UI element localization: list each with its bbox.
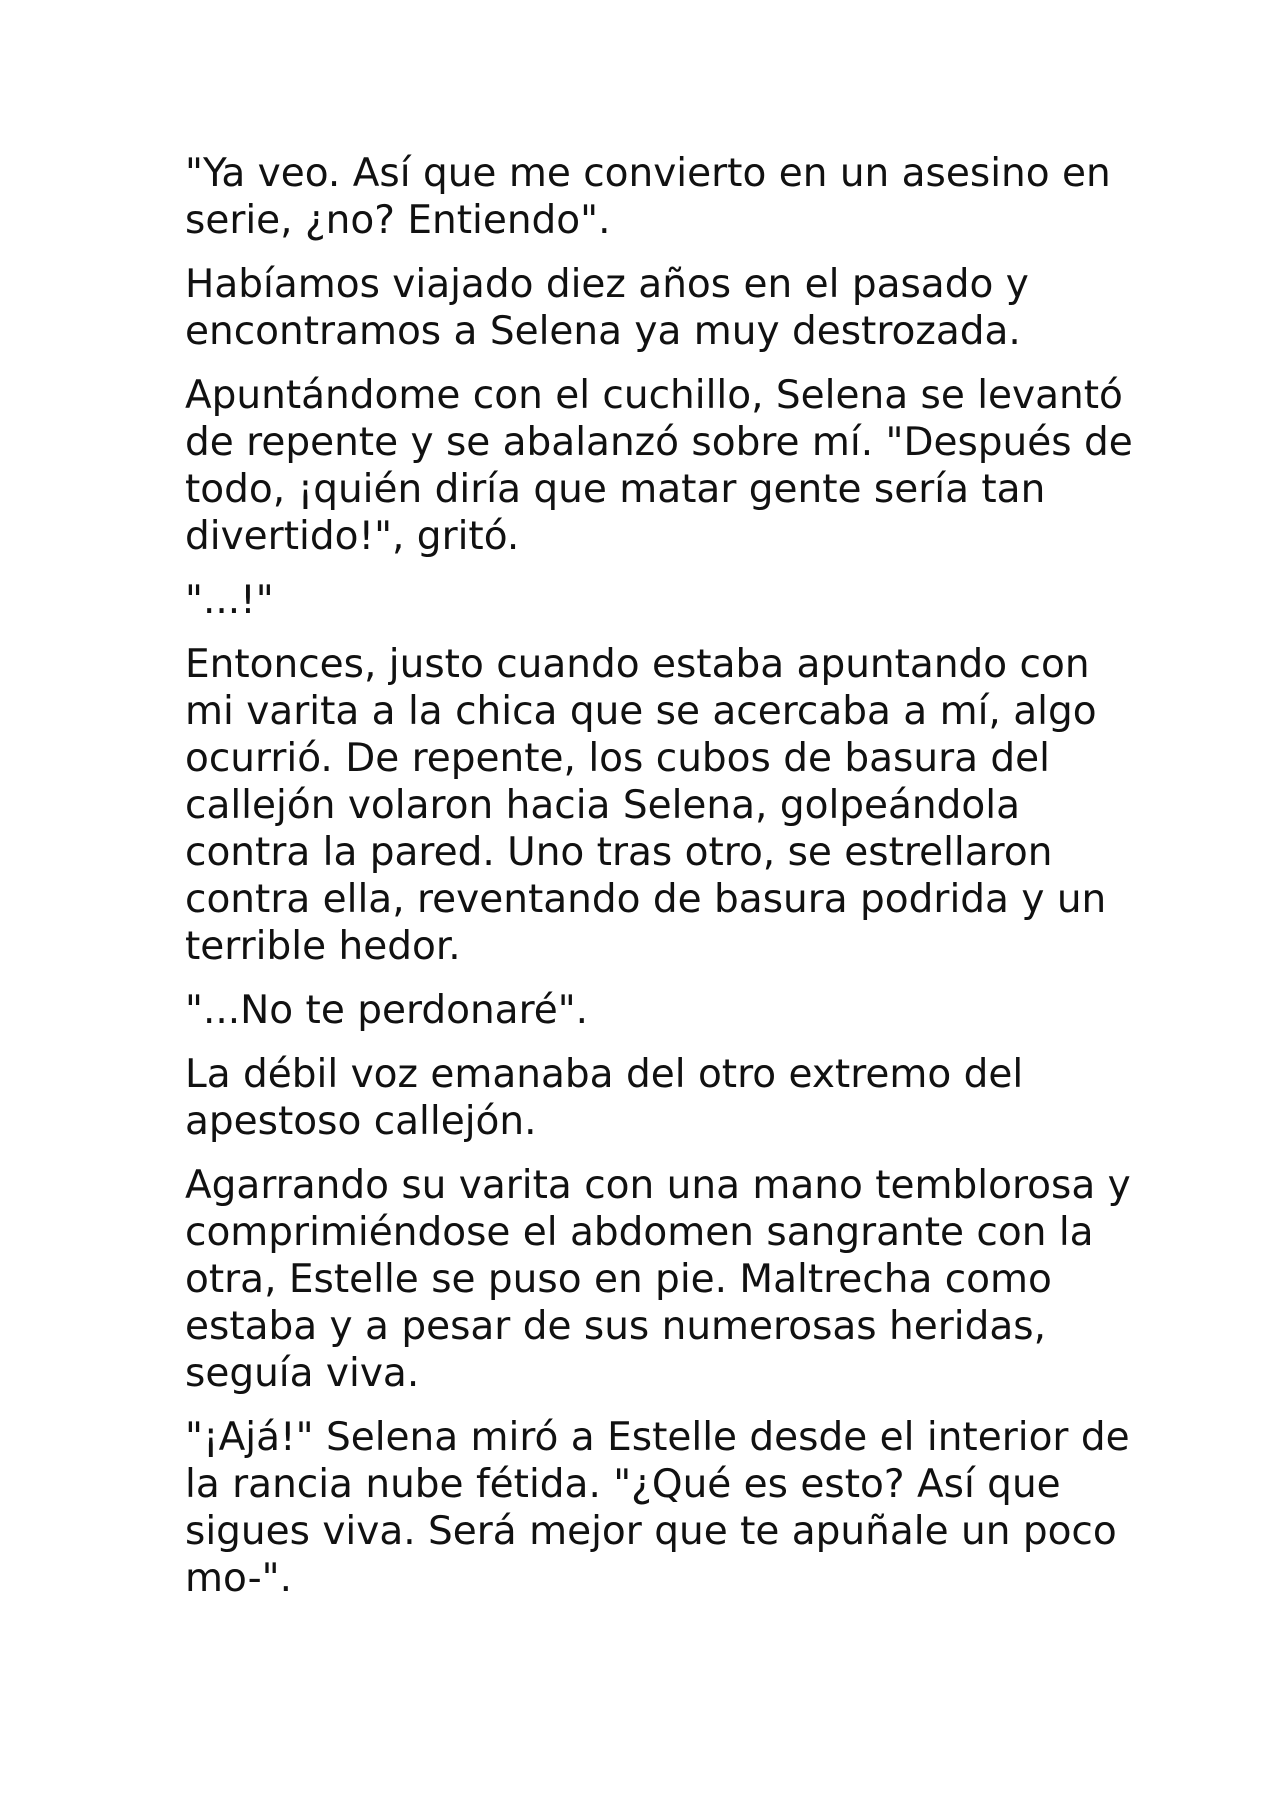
paragraph-8: Agarrando su varita con una mano temblorosa y comprimiéndose el abdomen sangrante con la otra, Estelle se puso en pie. Maltrecha como estaba y a pesar de sus numerosas heridas, seguía viva.: [185, 1163, 1131, 1396]
paragraph-4: "...!": [185, 578, 274, 623]
paragraph-1: "Ya veo. Así que me convierto en un asesino en serie, ¿no? Entiendo".: [185, 151, 1111, 243]
paragraph-7: La débil voz emanaba del otro extremo del apestoso callejón.: [185, 1052, 1024, 1144]
document-body: [185, 150, 1145, 1619]
paragraph-9: "¡Ajá!" Selena miró a Estelle desde el interior de la rancia nube fétida. "¿Qué es esto? Así que sigues viva. Será mejor que te apuñale un poco mo-".: [185, 1415, 1130, 1601]
paragraph-5: Entonces, justo cuando estaba apuntando con mi varita a la chica que se acercaba a mí, algo ocurrió. De repente, los cubos de basura del callejón volaron hacia Selena, golpeándola contra la pared. Uno tras otro, se estrellaron contra ella, reventando de basura podrida y un terrible hedor.: [185, 642, 1107, 969]
paragraph-2: Habíamos viajado diez años en el pasado y encontramos a Selena ya muy destrozada.: [185, 262, 1029, 354]
paragraph-6: "...No te perdonaré".: [185, 988, 589, 1033]
paragraph-3: Apuntándome con el cuchillo, Selena se levantó de repente y se abalanzó sobre mí. "Después de todo, ¡quién diría que matar gente sería tan divertido!", gritó.: [185, 373, 1133, 559]
